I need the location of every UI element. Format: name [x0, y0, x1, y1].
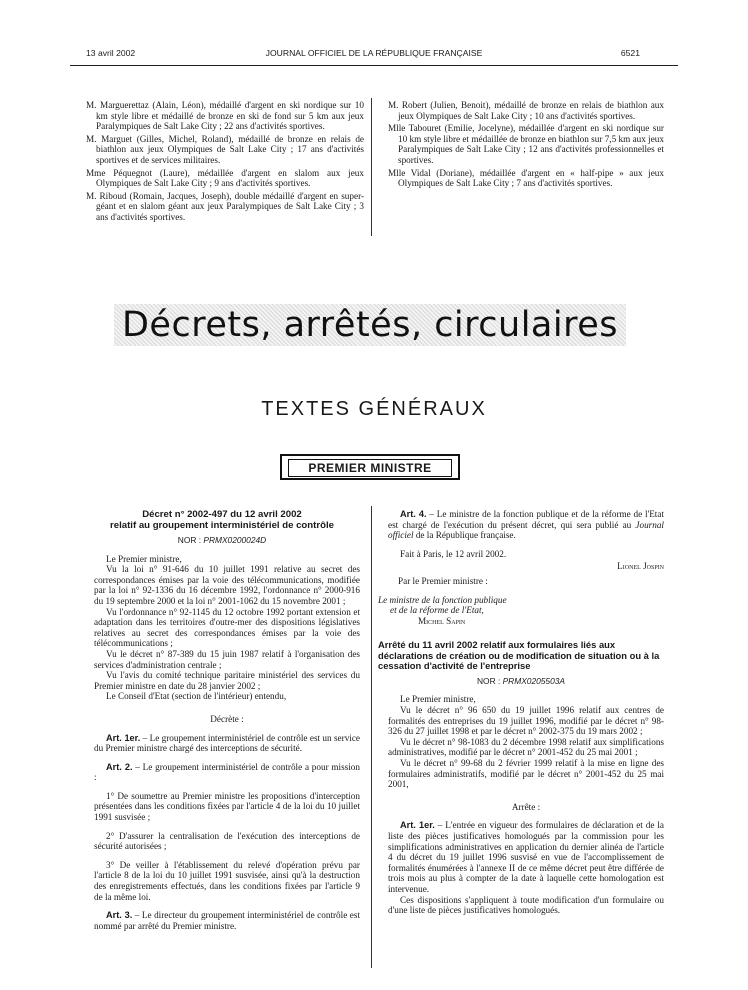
- article-text: – Le ministre de la fonction publique et de la réforme de l'Etat est chargé de l'exécution du présent décret, qui sera publié au: [388, 509, 664, 530]
- header-journal-title: JOURNAL OFFICIEL DE LA RÉPUBLIQUE FRANÇAISE: [265, 48, 483, 58]
- section-heading: TEXTES GÉNÉRAUX: [261, 398, 487, 420]
- article-label: Art. 1er.: [400, 820, 435, 831]
- award-entry: M. Marguet (Gilles, Michel, Roland), médaillé de bronze en relais de biathlon aux jeux Olympiques de Salt Lake City ; 17 ans d'activités sportives et de services militaires.: [86, 133, 364, 165]
- article-item: 3° De veiller à l'établissement du relevé d'opération prévu par l'article 8 de la loi du 10 juillet 1991 susvisée, ainsi qu'à la destruction des enregistrements effectués, dans les conditions fixées par l'article 9 de la même loi.: [94, 859, 360, 902]
- page-header: [0, 48, 748, 62]
- top-left-column: [86, 100, 364, 225]
- article-label: Art. 1er.: [106, 732, 141, 743]
- decret-title-line2: relatif au groupement interministériel de contrôle: [110, 520, 334, 531]
- nor-code: PRMX0205503A: [502, 675, 565, 686]
- article-item: 2° D'assurer la centralisation de l'exécution des interceptions de sécurité autorisées ;: [94, 830, 360, 852]
- award-entry: Mlle Vidal (Doriane), médaillée d'argent en « half-pipe » aux jeux Olympiques de Salt Lake City ; 7 ans d'activités sportives.: [388, 167, 664, 189]
- decret-column: [84, 509, 360, 931]
- article-3: [84, 910, 360, 931]
- ministry-box: [280, 454, 460, 480]
- minister-title: et de la réforme de l'Etat,: [390, 605, 484, 616]
- fait-line: Fait à Paris, le 12 avril 2002.: [400, 548, 507, 559]
- arrete-label: Arrête :: [511, 801, 541, 812]
- nor-label: NOR :: [177, 535, 202, 545]
- nor-label: NOR :: [477, 675, 501, 686]
- paragraph: Vu la loi n° 91-646 du 10 juillet 1991 relative au secret des correspondances émises par la voie des télécommunications, modifiée par la loi n° 92-1336 du 16 décembre 1992, l'ordonnance n° 2000-916 du 19 septembre 2000 et la loi n° 2001-1062 du 15 novembre 2001 ;: [94, 564, 360, 606]
- banner-title: Décrets, arrêtés, circulaires: [121, 305, 618, 345]
- article-4: [378, 509, 664, 541]
- article-1: [84, 733, 360, 754]
- top-right-column: [388, 100, 664, 191]
- decret-title-line1: Décret n° 2002-497 du 12 avril 2002: [142, 509, 302, 520]
- article-text: – Le directeur du groupement interministériel de contrôle est nommé par arrêté du Premier ministre.: [94, 910, 361, 931]
- signatory: Lionel Jospin: [617, 561, 664, 572]
- section-banner: [114, 304, 626, 346]
- award-entry: M. Riboud (Romain, Jacques, Joseph), double médaillé d'argent en super-géant et en slalom géant aux jeux Paralympiques de Salt Lake City ; 3 ans d'activités sportives.: [86, 190, 364, 222]
- paragraph: Vu l'avis du comité technique paritaire ministériel des services du Premier ministre en date du 28 janvier 2002 ;: [94, 670, 360, 691]
- paragraph: Le Premier ministre,: [400, 694, 476, 705]
- award-entry: M. Robert (Julien, Benoit), médaillé de bronze en relais de biathlon aux jeux Olympiques de Salt Lake City ; 10 ans d'activités sportives.: [388, 100, 664, 121]
- par-premier-ministre: Par le Premier ministre :: [398, 575, 488, 586]
- paragraph: Le Premier ministre,: [106, 553, 182, 564]
- paragraph: Le Conseil d'Etat (section de l'intérieur) entendu,: [106, 691, 287, 702]
- decrete-label: Décrète :: [210, 713, 244, 724]
- paragraph: Vu le décret n° 96 650 du 19 juillet 1996 relatif aux centres de formalités des entreprises du 19 juillet 1996, modifié par le décret n° 98-326 du 27 juillet 1998 et par le décret n° 2002-375 du 19 mars 2002 ;: [388, 705, 664, 737]
- article-label: Art. 2.: [106, 761, 133, 772]
- header-rule: [70, 65, 678, 66]
- column-divider: [371, 506, 372, 968]
- article-label: Art. 4.: [400, 509, 427, 519]
- arrete-article-1: [378, 820, 664, 894]
- journal-name: Journal officiel: [388, 519, 664, 541]
- award-entry: Mlle Tabouret (Emilie, Jocelyne), médaillée d'argent en ski nordique sur 10 km style libre et médaillée de bronze en biathlon sur 7,5 km aux jeux Paralympiques de Salt Lake City ; 12 ans d'activités professionnelles et sportives.: [388, 123, 664, 165]
- article-text: – Le groupement interministériel de contrôle a pour mission :: [94, 761, 360, 783]
- minister-title: Le ministre de la fonction publique: [378, 594, 507, 605]
- arrete-title: Arrêté du 11 avril 2002 relatif aux formulaires liés aux déclarations de création ou de modification de situation ou à la cessation d'activité de l'entreprise: [378, 639, 660, 672]
- nor-code: PRMX0200024D: [203, 535, 267, 545]
- header-date: 13 avril 2002: [86, 48, 136, 58]
- minister-name: Michel Sapin: [418, 615, 466, 626]
- header-page-number: 6521: [620, 48, 640, 58]
- article-text: – L'entrée en vigueur des formulaires de déclaration et de la liste des pièces justificatives homologués par la commission pour les simplifications administratives en application du dernier alinéa de l'article 4 du décret du 19 juillet 1996 susvisé en vue de l'accomplissement de formalités énumérées à l'annexe II de ce même décret peut être différée de trois mois au plus à compter de la date à laquelle cette homologation est intervenue.: [388, 820, 665, 894]
- paragraph: Vu l'ordonnance n° 92-1145 du 12 octobre 1992 portant extension et adaptation dans les territoires d'outre-mer des dispositions législatives relatives au secret des correspondances émises par la voie des télécommunications ;: [94, 606, 360, 649]
- article-2: [84, 762, 360, 783]
- paragraph: Vu le décret n° 98-1083 du 2 décembre 1998 relatif aux simplifications administratives, modifié par le décret n° 2001-452 du 25 mai 2001 ;: [388, 736, 664, 758]
- award-entry: Mme Péquegnot (Laure), médaillée d'argent en slalom aux jeux Olympiques de Salt Lake City ; 9 ans d'activités sportives.: [86, 167, 364, 189]
- paragraph: Ces dispositions s'appliquent à toute modification d'un formulaire ou d'une liste de pièces justificatives homologués.: [388, 894, 664, 916]
- article-text: de la République française.: [413, 530, 516, 541]
- article-text: – Le groupement interministériel de contrôle est un service du Premier ministre chargé des interceptions de sécurité.: [94, 732, 360, 754]
- arrete-nor: [378, 676, 664, 687]
- article-label: Art. 3.: [106, 910, 133, 921]
- ministry-label: PREMIER MINISTRE: [288, 459, 452, 477]
- paragraph: Vu le décret n° 87-389 du 15 juin 1987 relatif à l'organisation des services d'administration centrale ;: [94, 648, 360, 670]
- decret-nor: [84, 535, 360, 546]
- award-entry: M. Marguerettaz (Alain, Léon), médaillé d'argent en ski nordique sur 10 km style libre et médaillé de bronze en ski de fond sur 5 km aux jeux Paralympiques de Salt Lake City ; 22 ans d'activités sportives.: [86, 100, 364, 132]
- article-item: 1° De soumettre au Premier ministre les propositions d'interception présentées dans les conditions fixées par l'article 4 de la loi du 10 juillet 1991 susvisée ;: [94, 790, 360, 823]
- decret-title: [84, 509, 360, 531]
- column-divider: [371, 98, 372, 236]
- paragraph: Vu le décret n° 99-68 du 2 février 1999 relatif à la mise en ligne des formulaires administratifs, modifié par le décret n° 2001-452 du 25 mai 2001,: [388, 758, 664, 790]
- right-column: [378, 509, 664, 916]
